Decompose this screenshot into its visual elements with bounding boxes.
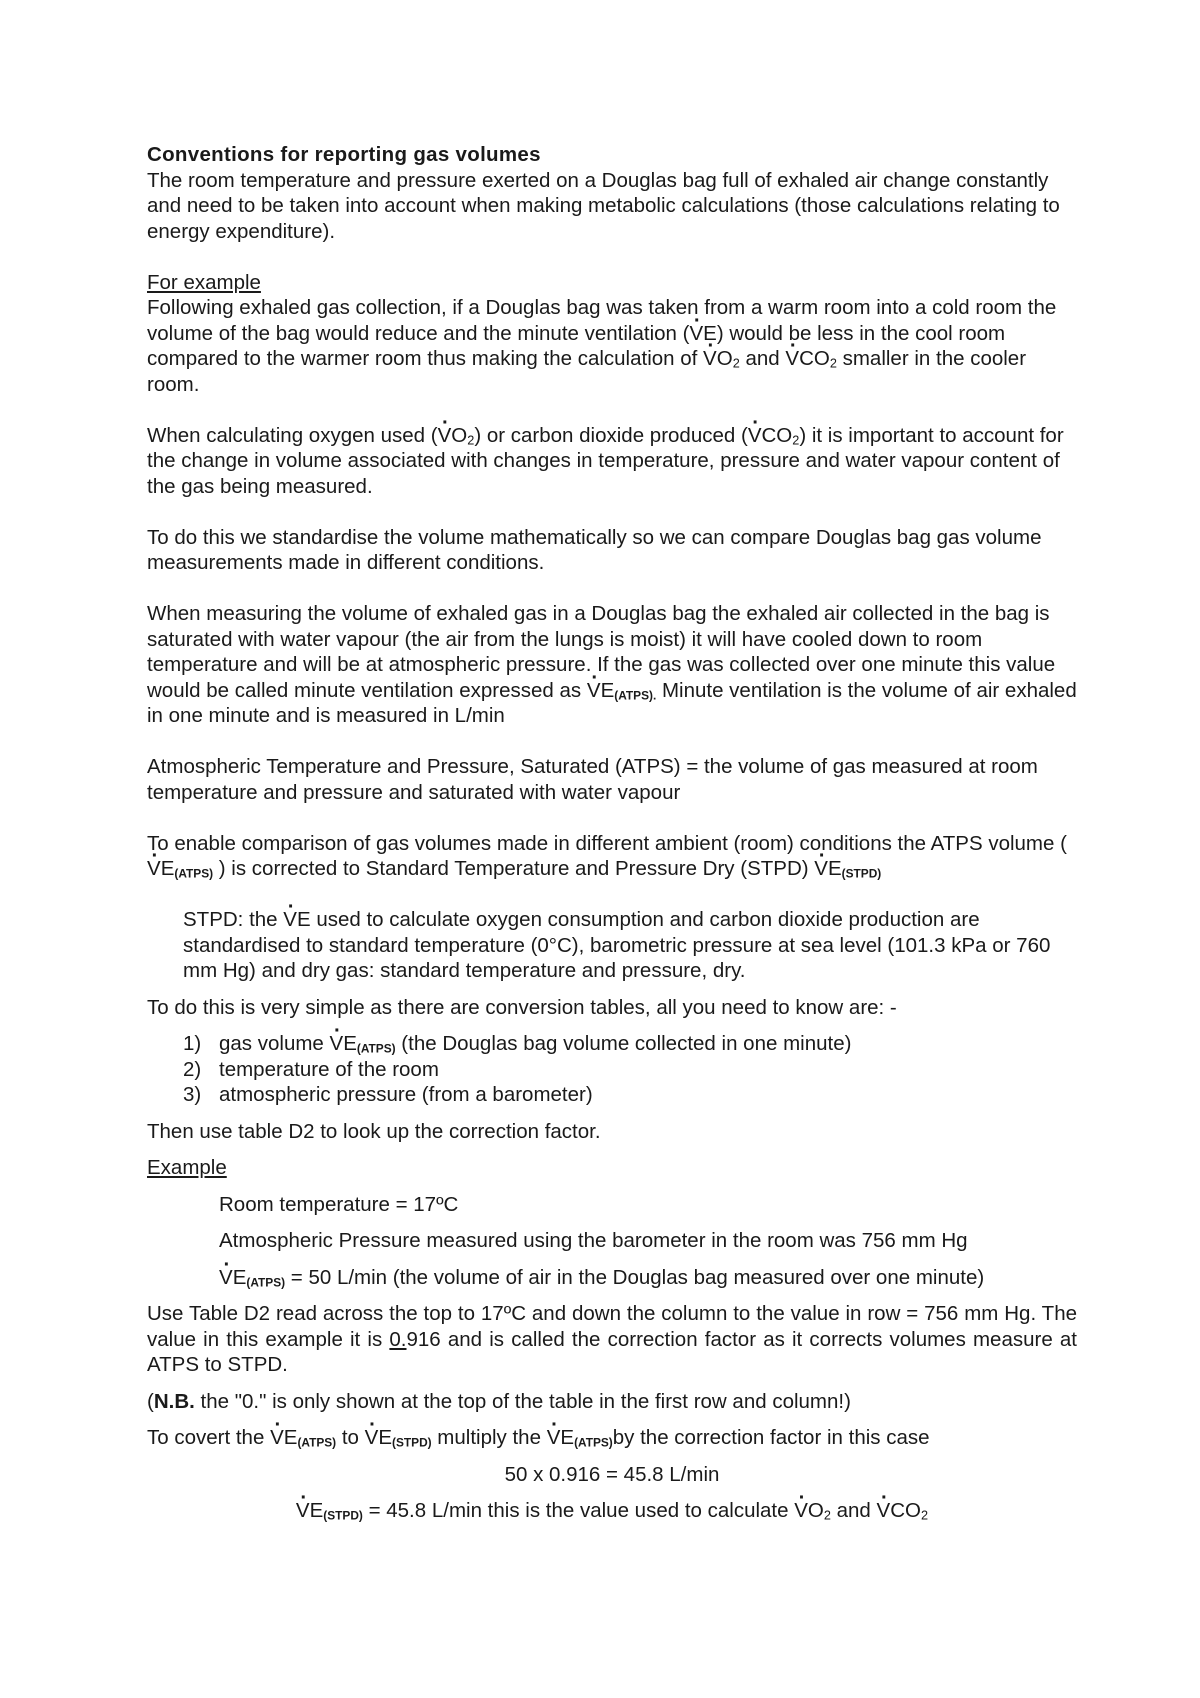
- calculation-line: 50 x 0.916 = 45.8 L/min: [504, 1462, 720, 1486]
- conversion-intro: To do this is very simple as there are conversion tables, all you need to know are: -: [147, 995, 897, 1019]
- convert-paragraph: To covert the · VE(ATPS) to · VE(STPD) multiply the · VE(ATPS)by the correction factor in this case: [147, 1425, 1077, 1451]
- table-instruction: Then use table D2 to look up the correction factor.: [147, 1119, 601, 1143]
- table-reading-paragraph: Use Table D2 read across the top to 17ºC and down the column to the value in row = 756 mm Hg. The value in this example it is 0.916 and is called the correction factor as it corrects volumes measure at ATPS to STPD.: [147, 1302, 1078, 1376]
- example-pressure: Atmospheric Pressure measured using the barometer in the room was 756 mm Hg: [219, 1229, 968, 1252]
- example-paragraph: Following exhaled gas collection, if a Douglas bag was taken from a warm room into a cold room the volume of the bag would reduce and the minute ventilation (· VE) would be less in the cool room compared to the warmer room thus making the calculation of · $VO_2$ and · $VCO_2$ smaller in the cooler room.: [147, 295, 1077, 397]
- comparison-paragraph: To enable comparison of gas volumes made in different ambient (room) conditions the ATPS volume (· VE(ATPS) ) is corrected to Standard Temperature and Pressure Dry (STPD) · VE(STPD): [147, 831, 1077, 882]
- example-heading: For example: [147, 270, 261, 294]
- example2-heading: Example: [147, 1156, 227, 1179]
- document-title: Conventions for reporting gas volumes: [147, 143, 541, 166]
- measuring-paragraph: When measuring the volume of exhaled gas in a Douglas bag the exhaled air collected in the bag is saturated with water vapour (the air from the lungs is moist) it will have cooled down to room temperature and will be at atmospheric pressure. If the gas was collected over one minute this value would be called minute ventilation expressed as · VE(ATPS). Minute ventilation is the volume of air exhaled in one minute and is measured in L/min: [147, 601, 1077, 729]
- example-volume: · VE(ATPS) = 50 L/min (the volume of air in the Douglas bag measured over one minute): [147, 1265, 1077, 1291]
- nb-note: (N.B. the "0." is only shown at the top of the table in the first row and column!): [147, 1389, 851, 1413]
- example-room-temperature: Room temperature = 17ºC: [219, 1192, 459, 1216]
- requirements-list: [147, 1031, 1077, 1108]
- intro-paragraph: The room temperature and pressure exerted on a Douglas bag full of exhaled air change constantly and need to be taken into account when making metabolic calculations (those calculations relating to energy expenditure).: [147, 168, 1060, 243]
- result-line: · VE(STPD) = 45.8 L/min this is the value used to calculate · $VO_2$ and · $VCO_2$: [147, 1498, 1077, 1524]
- standardise-paragraph: To do this we standardise the volume mathematically so we can compare Douglas bag gas volume measurements made in different conditions.: [147, 525, 1042, 574]
- list-item: 3) atmospheric pressure (from a barometer): [183, 1083, 593, 1106]
- list-item: 2) temperature of the room: [183, 1057, 439, 1081]
- stpd-definition: STPD: the · VE used to calculate oxygen consumption and carbon dioxide production are standardised to standard temperature (0°C), barometric pressure at sea level (101.3 kPa or 760 mm Hg) and dry gas: standard temperature and pressure, dry.: [147, 907, 1077, 984]
- list-item: 1) gas volume · VE(ATPS) (the Douglas bag volume collected in one minute): [147, 1031, 1077, 1057]
- atps-definition: Atmospheric Temperature and Pressure, Saturated (ATPS) = the volume of gas measured at room temperature and pressure and saturated with water vapour: [147, 755, 1038, 804]
- document-page: [147, 142, 1077, 1524]
- oxygen-paragraph: When calculating oxygen used (· $VO_2$) or carbon dioxide produced (· $VCO_2$) it is important to account for the change in volume associated with changes in temperature, pressure and water vapour content of the gas being measured.: [147, 423, 1077, 500]
